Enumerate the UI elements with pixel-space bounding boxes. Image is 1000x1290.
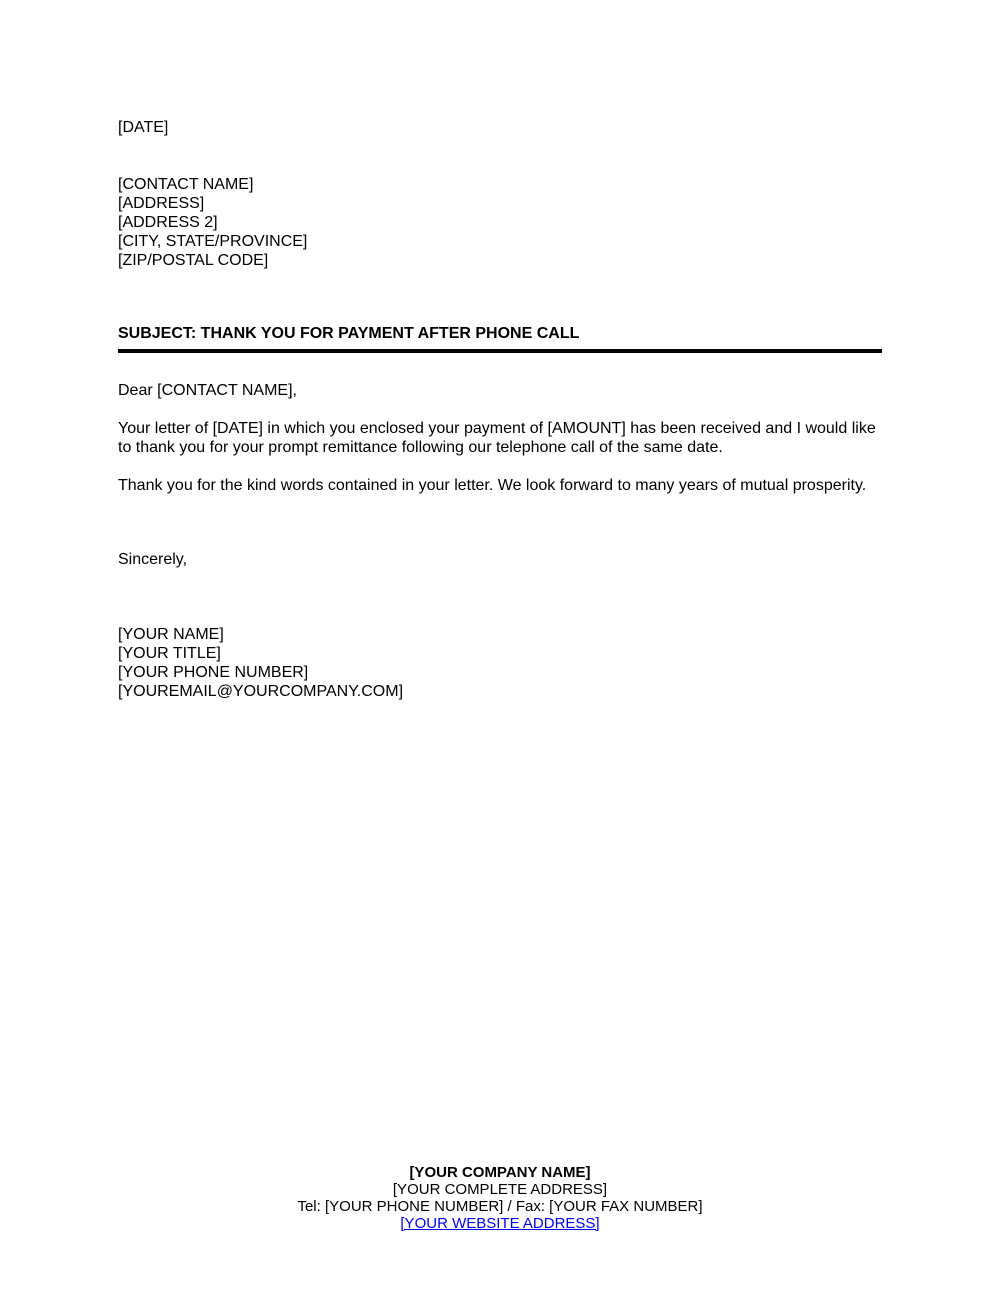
subject-divider [118,349,882,353]
footer-website-link[interactable]: [YOUR WEBSITE ADDRESS] [400,1215,600,1232]
signature-phone: [YOUR PHONE NUMBER] [118,664,309,681]
body-paragraph-1: Your letter of [DATE] in which you enclosed your payment of [AMOUNT] has been received and I would like to thank you for your prompt remittance following our telephone call of the same date. [118,420,876,456]
footer-address: [YOUR COMPLETE ADDRESS] [392,1181,608,1198]
closing: Sincerely, [118,551,188,568]
salutation: Dear [CONTACT NAME], [118,382,297,399]
subject-line: SUBJECT: THANK YOU FOR PAYMENT AFTER PHONE CALL [118,325,580,342]
recipient-zip: [ZIP/POSTAL CODE] [118,252,269,269]
signature-title: [YOUR TITLE] [118,645,221,662]
footer-contact: Tel: [YOUR PHONE NUMBER] / Fax: [YOUR FAX NUMBER] [297,1198,703,1215]
letterhead-footer [0,1164,1000,1232]
recipient-city-state: [CITY, STATE/PROVINCE] [118,233,308,250]
signature-email: [YOUREMAIL@YOURCOMPANY.COM] [118,683,404,700]
recipient-contact-name: [CONTACT NAME] [118,176,254,193]
footer-company-name: [YOUR COMPANY NAME] [409,1164,591,1181]
body-paragraph-2: Thank you for the kind words contained in your letter. We look forward to many years of mutual prosperity. [118,477,867,494]
recipient-address: [ADDRESS] [118,195,205,212]
letter-date: [DATE] [118,119,169,136]
recipient-address-2: [ADDRESS 2] [118,214,218,231]
signature-name: [YOUR NAME] [118,626,224,643]
